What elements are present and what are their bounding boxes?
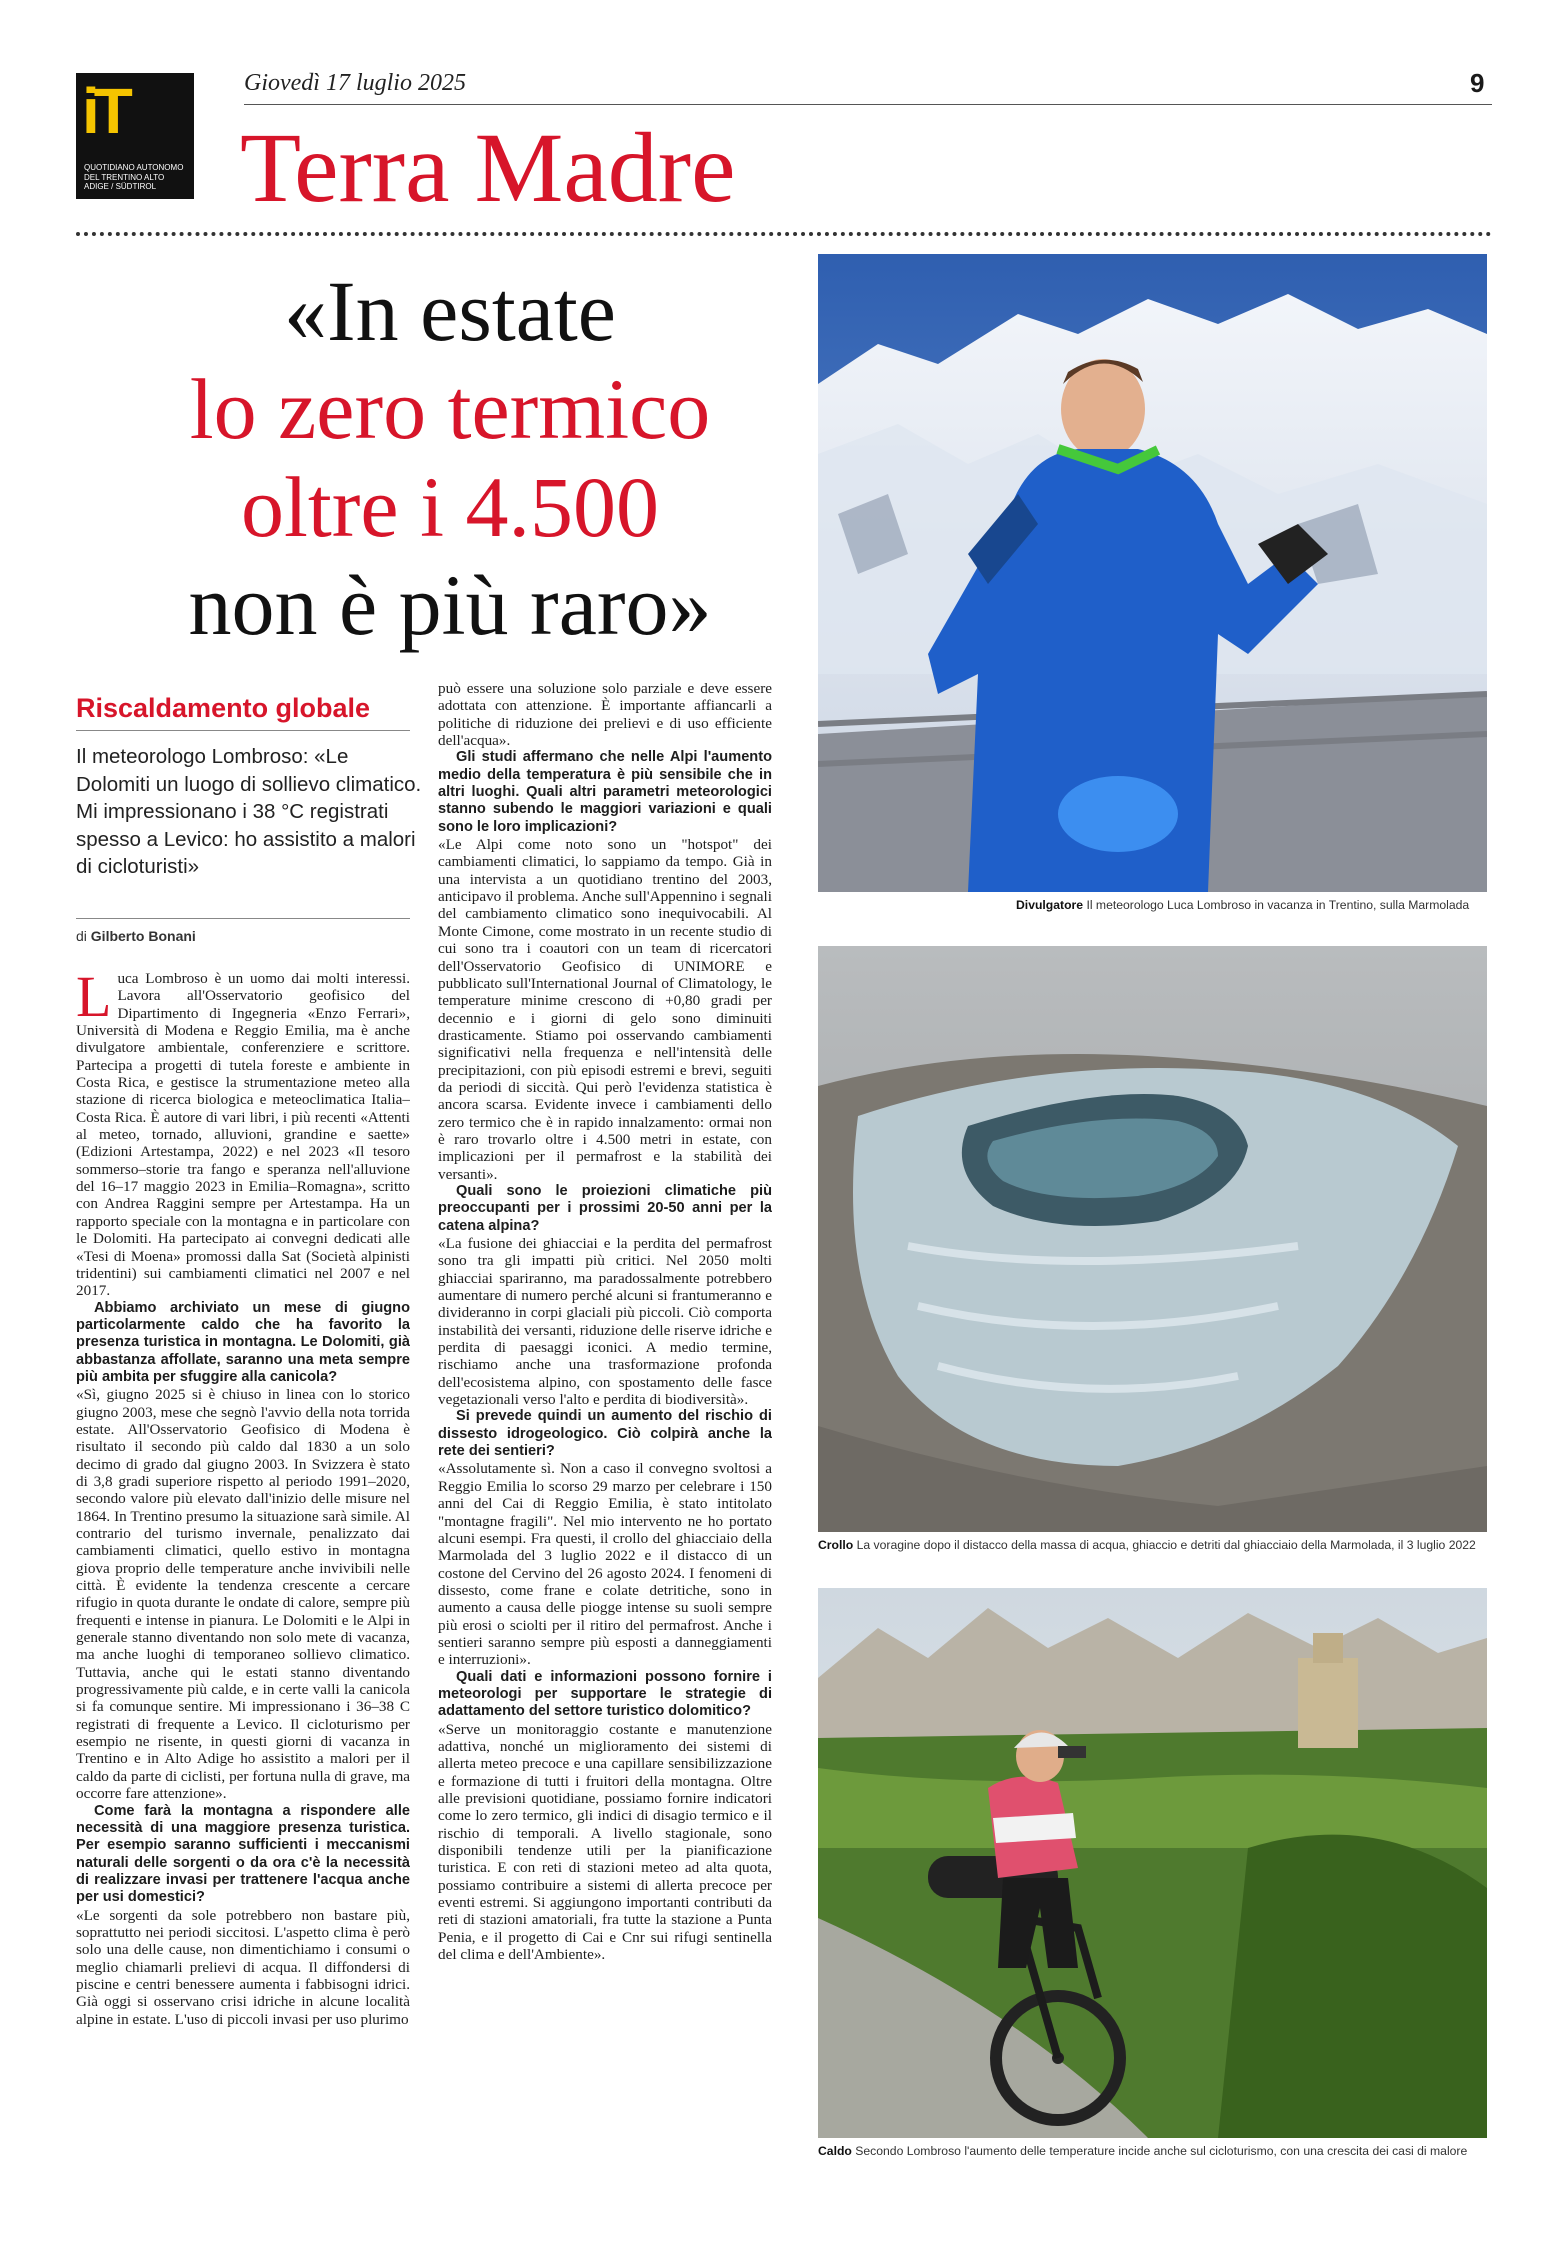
question: Abbiamo archiviato un mese di giugno particolarmente caldo che ha favorito la presenza turistica in montagna. Le Dolomiti, già abbastanza affollate, saranno una meta sempre più ambita per sfuggire alla canicola?	[76, 1299, 410, 1385]
answer: «Le sorgenti da sole potrebbero non bastare più, soprattutto nei periodi siccitosi. L'aspetto clima è però solo una delle cause, non dimentichiamo i consumi o meglio chiamarli prelievi di acqua. Il diffondersi di piscine e centri benessere aumenta i fabbisogni idrici. Già oggi si osservano crisi idriche in alcune località alpine in estate. L'uso di piccoli invasi per uso plurimo	[76, 1906, 410, 2028]
answer: «Assolutamente sì. Non a caso il convegno svoltosi a Reggio Emilia lo scorso 29 marzo per celebrare i 150 anni del Cai di Reggio Emilia, è stato intitolato "montagne fragili". Nel mio intervento ne ho portato alcuni esempi. Fra questi, il crollo del ghiacciaio della Marmolada del 3 luglio 2022 e il distacco di un costone del Cervino del 26 agosto 2024. I fenomeni di dissesto, come frane e colate detritiche, sono in aumento a causa delle piogge intense su suoli sempre più erosi o sciolti per il ritiro del permafrost. Anche i sentieri saranno sempre più esposti a danneggiamenti e interruzioni».	[438, 1460, 772, 1669]
byline	[76, 928, 196, 944]
caption-photo-1	[1016, 898, 1469, 912]
photo-glacier-collapse	[818, 946, 1487, 1532]
intro-paragraph	[76, 970, 410, 1300]
answer: «Sì, giugno 2025 si è chiuso in linea con lo storico giugno 2003, mese che segnò l'avvio della nota torrida estate. All'Osservatorio Geofisico di Modena è risultato il secondo più caldo dal 1830 a un solo decimo di grado dal giugno 2003. In Svizzera è stato di 3,8 gradi superiore rispetto al periodo 1991–2020, secondo valore più elevato dall'inizio delle misure nel 1864. In Trentino presumo la situazione sarà simile. Al contrario del turismo invernale, penalizzato dai cambiamenti climatici, quello estivo in montagna giova proprio delle temperature anche invivibili nelle città. È evidente la tendenza crescente a cercare rifugio in quota durante le ondate di calore, sempre più frequenti e intense in pianura. Le Dolomiti e le Alpi in generale stanno diventando non solo mete di vacanza, ma anche luoghi di temporaneo sollievo climatico. Tuttavia, anche qui le estati stanno diventando progressivamente più calde, e in certe valli la canicola si fa comunque sentire. Mi impressionano i 36–38 C registrati di frequente a Levico. Il cicloturismo per esempio ne risente, in questi giorni di vacanza in Trentino e in Alto Adige ho assistito a malori per il caldo da parte di ciclisti, per fortuna nulla di grave, ma occorre fare attenzione».	[76, 1386, 410, 1803]
photo-cyclist	[818, 1588, 1487, 2138]
header-rule	[244, 104, 1492, 105]
kicker-rule	[76, 730, 410, 731]
headline-line-4: non è più raro»	[188, 557, 712, 653]
issue-date: Giovedì 17 luglio 2025	[244, 70, 466, 96]
question: Gli studi affermano che nelle Alpi l'aumento medio della temperatura è più sensibile che in altri luoghi. Quali altri parametri meteorologici stanno subendo le maggiori variazioni e quali sono le loro implicazioni?	[438, 749, 772, 835]
byline-author: Gilberto Bonani	[90, 928, 196, 944]
question: Quali dati e informazioni possono fornire i meteorologi per supportare le strategie di adattamento del settore turistico dolomitico?	[438, 1668, 772, 1720]
article-column-2	[438, 680, 772, 2195]
page-number: 9	[1470, 68, 1485, 98]
photo-glacier-image	[818, 946, 1487, 1532]
logo-tagline: QUOTIDIANO AUTONOMO DEL TRENTINO ALTO ADIGE / SÜDTIROL	[84, 163, 184, 191]
byline-rule	[76, 918, 410, 919]
intro-text: uca Lombroso è un uomo dai molti interessi. Lavora all'Osservatorio geofisico del Dipartimento di Ingegneria «Enzo Ferrari», Università di Modena e Reggio Emilia, ma è anche divulgatore ambientale, conferenziere e scrittore. Partecipa a progetti di tutela foreste e ambiente in Costa Rica, e gestisce la strumentazione meteo alla stazione di ricerca biologica e meteoclimatica Italia–Costa Rica. È autore di vari libri, i più recenti «Attenti al meteo, tornado, alluvioni, grandine e saette» (Edizioni Artestampa, 2022) e nel 2023 «Il tesoro sommerso–storie tra fango e speranza nell'alluvione del 16–17 maggio 2023 in Emilia–Romagna», scritto con Andrea Raggini sempre per Artestampa. Ha un rapporto speciale con la montagna e in particolare con le Dolomiti. Ha partecipato ai convegni dedicati alle «Tesi di Moena» promossi dalla Sat (Società alpinisti tridentini) sui cambiamenti climatici nel 2007 e nel 2017.	[76, 970, 410, 1300]
section-title: Terra Madre	[240, 112, 736, 223]
dotted-divider	[76, 232, 1492, 236]
caption-text: La voragine dopo il distacco della massa di acqua, ghiaccio e detriti dal ghiacciaio della Marmolada, il 3 luglio 2022	[856, 1538, 1476, 1552]
headline-line-3: oltre i 4.500	[241, 459, 659, 555]
photo-cyclist-image	[818, 1588, 1487, 2138]
answer: «La fusione dei ghiacciai e la perdita del permafrost sono tra gli impatti più critici. Nel 2050 molti ghiacciai spariranno, ma paradossalmente potrebbero aumentare di numero perché alcuni si frantumeranno e divideranno in corpi glaciali più piccoli. Ciò comporta instabilità dei versanti, riduzione delle riserve idriche e perdita di paesaggi iconici. A medio termine, rischiamo anche una trasformazione profonda dell'ecosistema alpino, con spostamento delle fasce vegetazionali verso l'alto e perdita di biodiversità».	[438, 1235, 772, 1409]
caption-photo-3	[818, 2144, 1467, 2158]
answer: «Serve un monitoraggio costante e manutenzione adattiva, nonché un miglioramento dei sistemi di allerta meteo precoce e una capillare sensibilizzazione e formazione di tutti i fruitori della montagna. Oltre alle previsioni quotidiane, possiamo fornire indicatori come lo zero termico, gli indici di disagio termico e il rischio di temporali. A livello stagionale, sono disponibili tendenze utili per la pianificazione turistica. E con reti di stazioni meteo ad alta quota, possiamo contribuire a sistemi di allerta precoce per eventi estremi. Si aggiungono importanti contributi da reti di stazioni amatoriali, fra tutte la stazione a Punta Penia, e il progetto di Cai e Cnr sui rifugi sentinella del clima e dell'Ambiente».	[438, 1720, 772, 1964]
caption-text: Secondo Lombroso l'aumento delle temperature incide anche sul cicloturismo, con una crescita dei casi di malore	[855, 2144, 1468, 2158]
newspaper-logo	[76, 73, 194, 199]
headline-line-2: lo zero termico	[189, 361, 711, 457]
caption-label: Divulgatore	[1016, 898, 1084, 912]
caption-label: Caldo	[818, 2144, 852, 2158]
headline	[70, 262, 830, 654]
caption-label: Crollo	[818, 1538, 854, 1552]
logo-mark: iT	[82, 75, 127, 147]
article-column-1	[76, 970, 410, 2195]
subtitle: Il meteorologo Lombroso: «Le Dolomiti un luogo di sollievo climatico. Mi impressionano i 38 °C registrati spesso a Levico: ho assistito a malori di cicloturisti»	[76, 745, 422, 878]
photo-meteorologist-image	[818, 254, 1487, 892]
headline-line-1: «In estate	[284, 263, 616, 359]
drop-cap: L	[76, 970, 112, 1029]
caption-photo-2	[818, 1538, 1476, 1552]
byline-prefix: di	[76, 928, 87, 944]
question: Come farà la montagna a rispondere alle necessità di una maggiore presenza turistica. Per esempio saranno sufficienti i meccanismi naturali delle sorgenti o da ora c'è la necessità di realizzare invasi per trattenere l'acqua anche per usi domestici?	[76, 1802, 410, 1906]
question: Quali sono le proiezioni climatiche più preoccupanti per i prossimi 20-50 anni per la catena alpina?	[438, 1182, 772, 1234]
photo-meteorologist	[818, 254, 1487, 892]
answer-continued: può essere una soluzione solo parziale e deve essere adottata con attenzione. È importante affiancarli a politiche di riduzione dei prelievi e di uso efficiente dell'acqua».	[438, 680, 772, 750]
kicker: Riscaldamento globale	[76, 693, 371, 723]
caption-text: Il meteorologo Luca Lombroso in vacanza in Trentino, sulla Marmolada	[1086, 898, 1470, 912]
answer: «Le Alpi come noto sono un "hotspot" dei cambiamenti climatici, lo sappiamo da tempo. Già in una intervista a un quotidiano trentino del 2003, anticipavo il problema. Anche sull'Appennino i segnali del cambiamento climatico sono inequivocabili. Al Monte Cimone, come mostrato in un recente studio di cui sono tra i coautori con un team di ricercatori dell'Osservatorio Geofisico di UNIMORE e pubblicato sull'International Journal of Climatology, le temperature minime crescono di +0,80 gradi per decennio e i giorni di gelo sono diminuiti drasticamente. Stiamo poi osservando cambiamenti significativi nella frequenza e nell'intensità delle precipitazioni, con più episodi estremi e brevi, seguiti da periodi di siccità. Qui però l'evidenza statistica è ancora scarsa. Evidente invece i cambiamenti dello zero termico che è in rapido innalzamento: ormai non è raro trovarlo oltre i 4.500 metri in estate, con implicazioni per il permafrost e la stabilità dei versanti».	[438, 836, 772, 1183]
question: Si prevede quindi un aumento del rischio di dissesto idrogeologico. Ciò colpirà anche la rete dei sentieri?	[438, 1408, 772, 1460]
